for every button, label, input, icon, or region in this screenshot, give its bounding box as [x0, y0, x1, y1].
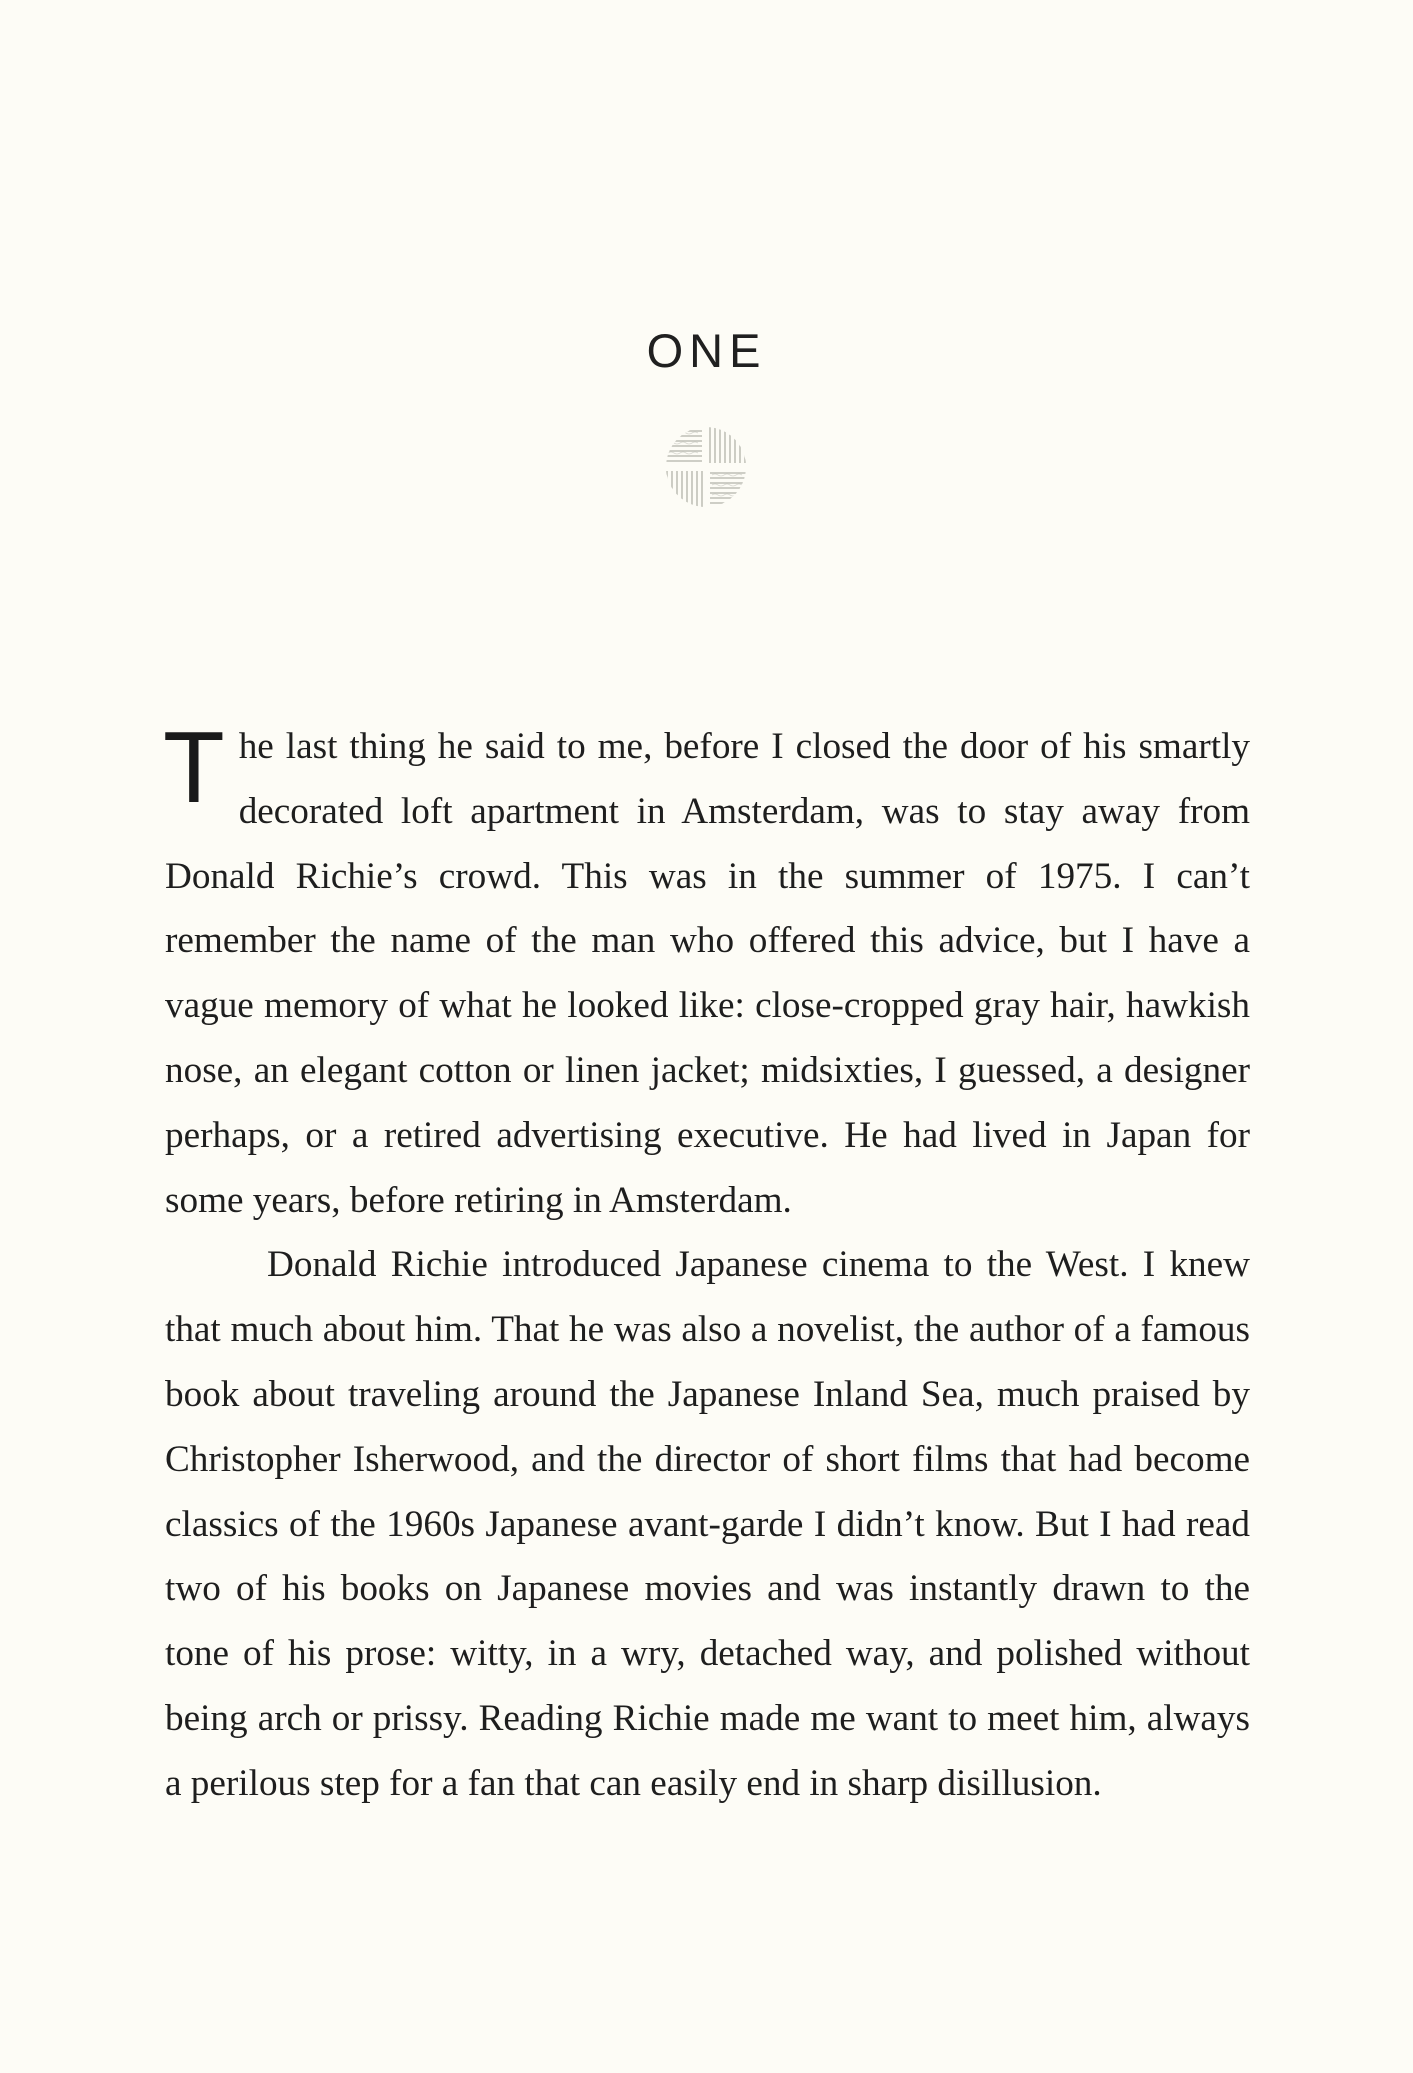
drop-cap: T: [163, 712, 225, 824]
body-text: [163, 712, 1250, 1817]
paragraph-1-text: he last thing he said to me, before I closed the door of his smartly decorated loft apartment in Amsterdam, was to stay away from Donald Richie’s crowd. This was in the summer of 1975. I can’t remember the name of the man who offered this advice, but I have a vague memory of what he looked like: close-cropped gray hair, hawkish nose, an elegant cotton or linen jacket; midsixties, I guessed, a designer perhaps, or a retired advertising executive. He had lived in Japan for some years, before retiring in Amsterdam.: [165, 726, 1250, 1221]
paragraph-2: Donald Richie introduced Japanese cinema to the West. I knew that much about him. That he was also a novelist, the author of a famous book about traveling around the Japanese Inland Sea, much praised by Christopher Isherwood, and the director of short films that had become classics of the 1960s Japanese avant-garde I didn’t know. But I had read two of his books on Japanese movies and was instantly drawn to the tone of his prose: witty, in a wry, detached way, and polished without being arch or prissy. Reading Richie made me want to meet him, always a perilous step for a fan that can easily end in sharp disillusion.: [165, 1244, 1250, 1804]
woven-circle-ornament-icon: [664, 425, 748, 509]
paragraph-1: [163, 712, 1250, 1233]
chapter-heading: ONE: [646, 324, 767, 377]
